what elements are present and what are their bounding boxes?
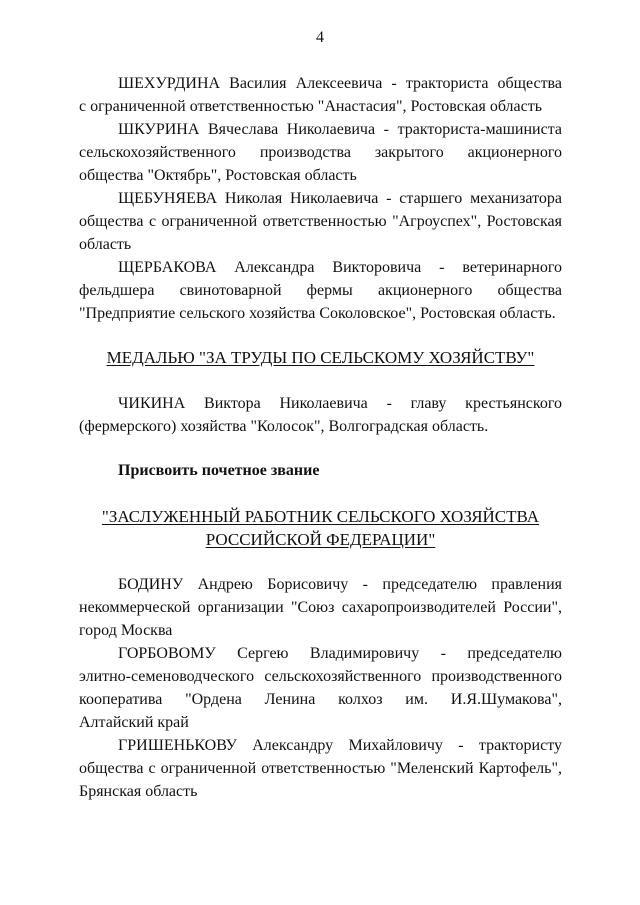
honorary-title-line1: "ЗАСЛУЖЕННЫЙ РАБОТНИК СЕЛЬСКОГО ХОЗЯЙСТВА bbox=[101, 507, 540, 526]
award-entry-shkurina bbox=[79, 118, 562, 187]
award-entry-shchebunyaeva bbox=[79, 187, 562, 256]
award-entry-shekhurdina bbox=[79, 72, 562, 118]
entry-line: элитно-семеноводческого сельскохозяйственного производственного bbox=[79, 668, 562, 685]
entry-line: кооператива "Ордена Ленина колхоз им. И.Я.Шумакова", bbox=[79, 691, 562, 708]
medal-section bbox=[79, 346, 562, 369]
entry-line: область bbox=[79, 236, 132, 253]
entry-line: общества с ограниченной ответственностью "Меленский Картофель", bbox=[79, 760, 562, 777]
award-list-part2 bbox=[79, 573, 562, 803]
entry-line: БОДИНУ Андрею Борисовичу - председателю правления bbox=[118, 576, 562, 593]
entry-line: общества с ограниченной ответственностью "Агроуспех", Ростовская bbox=[79, 213, 562, 230]
medal-heading: МЕДАЛЬЮ "ЗА ТРУДЫ ПО СЕЛЬСКОМУ ХОЗЯЙСТВУ" bbox=[106, 348, 535, 367]
entry-line: ШКУРИНА Вячеслава Николаевича - тракториста-машиниста bbox=[118, 121, 562, 138]
award-entry-gorbovomu bbox=[79, 642, 562, 734]
assign-section bbox=[79, 459, 562, 482]
entry-line: "Предприятие сельского хозяйства Соколовское", Ростовская область. bbox=[79, 305, 556, 322]
entry-line: (фермерского) хозяйства "Колосок", Волгоградская область. bbox=[79, 418, 489, 435]
entry-line: ГРИШЕНЬКОВУ Александру Михайловичу - трактористу bbox=[118, 737, 562, 754]
entry-line: фельдшера свинотоварной фермы акционерного общества bbox=[79, 282, 562, 299]
page-number: 4 bbox=[316, 29, 324, 46]
entry-line: некоммерческой организации "Союз сахаропроизводителей России", bbox=[79, 599, 562, 616]
honorary-title-line2: РОССИЙСКОЙ ФЕДЕРАЦИИ" bbox=[205, 530, 436, 549]
award-entry-shcherbakova bbox=[79, 256, 562, 325]
medal-entry-chikina bbox=[79, 392, 562, 438]
entry-line: ГОРБОВОМУ Сергею Владимировичу - председателю bbox=[118, 645, 562, 662]
entry-line: ЩЕРБАКОВА Александра Викторовича - ветеринарного bbox=[118, 259, 562, 276]
entry-line: ШЕХУРДИНА Василия Алексеевича - тракториста общества bbox=[118, 75, 562, 92]
award-entry-bodinu bbox=[79, 573, 562, 642]
entry-line: общества "Октябрь", Ростовская область bbox=[79, 167, 357, 184]
award-list-part1 bbox=[79, 72, 562, 325]
entry-line: с ограниченной ответственностью "Анастасия", Ростовская область bbox=[79, 98, 543, 115]
entry-line: сельскохозяйственного производства закрытого акционерного bbox=[79, 144, 562, 161]
entry-line: ЩЕБУНЯЕВА Николая Николаевича - старшего механизатора bbox=[118, 190, 562, 207]
award-entry-grishenkovu bbox=[79, 734, 562, 803]
honorary-title-section bbox=[79, 505, 562, 551]
entry-line: Брянская область bbox=[79, 783, 198, 800]
entry-line: ЧИКИНА Виктора Николаевича - главу крестьянского bbox=[118, 395, 562, 412]
entry-line: Алтайский край bbox=[79, 714, 189, 731]
entry-line: город Москва bbox=[79, 622, 173, 639]
assign-label: Присвоить почетное звание bbox=[118, 462, 320, 479]
